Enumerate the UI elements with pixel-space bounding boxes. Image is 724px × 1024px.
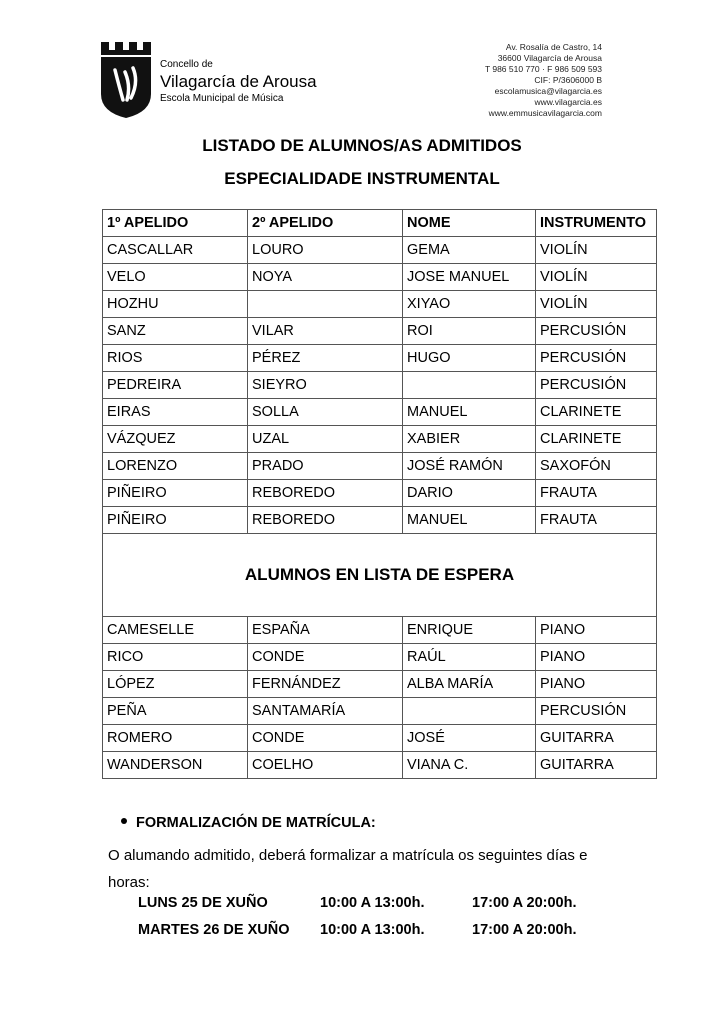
cell-name: JOSE MANUEL — [403, 264, 536, 291]
cell-second-surname: FERNÁNDEZ — [248, 671, 403, 698]
header-second-surname: 2º APELIDO — [248, 210, 403, 237]
address-block — [485, 42, 602, 119]
cell-second-surname: REBOREDO — [248, 480, 403, 507]
schedule-afternoon: 17:00 A 20:00h. — [472, 895, 577, 911]
cell-second-surname: NOYA — [248, 264, 403, 291]
address-phone: T 986 510 770 · F 986 509 593 — [484, 64, 602, 74]
schedule-day: LUNS 25 DE XUÑO — [138, 895, 268, 911]
table-row — [103, 264, 657, 291]
cell-name: DARIO — [403, 480, 536, 507]
cell-second-surname: COELHO — [248, 752, 403, 779]
cell-first-surname: WANDERSON — [103, 752, 248, 779]
enrollment-text: O alumando admitido, deberá formalizar a matrícula os seguintes días e horas: — [108, 847, 588, 891]
cell-name: GEMA — [403, 237, 536, 264]
cell-instrument: PIANO — [536, 617, 657, 644]
logo-text — [160, 60, 317, 104]
cell-first-surname: LÓPEZ — [103, 671, 248, 698]
table-row — [103, 372, 657, 399]
cell-name: ENRIQUE — [403, 617, 536, 644]
cell-name: ROI — [403, 318, 536, 345]
table-row — [103, 644, 657, 671]
cell-first-surname: LORENZO — [103, 453, 248, 480]
address-email: escolamusica@vilagarcia.es — [494, 86, 602, 96]
cell-name — [403, 698, 536, 725]
cell-first-surname: CASCALLAR — [103, 237, 248, 264]
table-row — [103, 480, 657, 507]
cell-instrument: VIOLÍN — [536, 291, 657, 318]
header-first-surname: 1º APELIDO — [103, 210, 248, 237]
schedule-afternoon: 17:00 A 20:00h. — [472, 922, 577, 938]
table-row — [103, 698, 657, 725]
logo-line-concello: Concello de — [160, 59, 213, 70]
cell-first-surname: SANZ — [103, 318, 248, 345]
cell-name: VIANA C. — [403, 752, 536, 779]
cell-instrument: SAXOFÓN — [536, 453, 657, 480]
cell-instrument: GUITARRA — [536, 752, 657, 779]
address-web1: www.vilagarcia.es — [534, 97, 602, 107]
students-table — [102, 209, 657, 779]
bullet-icon — [121, 818, 127, 824]
table-row — [103, 752, 657, 779]
logo-line-vilagarcia: Vilagarcía de Arousa — [160, 72, 317, 91]
cell-instrument: FRAUTA — [536, 480, 657, 507]
table-row — [103, 453, 657, 480]
cell-first-surname: CAMESELLE — [103, 617, 248, 644]
page-title: LISTADO DE ALUMNOS/AS ADMITIDOS — [202, 136, 522, 155]
cell-second-surname: CONDE — [248, 644, 403, 671]
table-row — [103, 617, 657, 644]
schedule-morning: 10:00 A 13:00h. — [320, 895, 425, 911]
cell-first-surname: VÁZQUEZ — [103, 426, 248, 453]
cell-instrument: PERCUSIÓN — [536, 372, 657, 399]
address-city: 36600 Vilagarcía de Arousa — [497, 53, 602, 63]
cell-instrument: PIANO — [536, 644, 657, 671]
cell-second-surname: REBOREDO — [248, 507, 403, 534]
cell-second-surname: PÉREZ — [248, 345, 403, 372]
cell-instrument: PIANO — [536, 671, 657, 698]
cell-first-surname: PIÑEIRO — [103, 480, 248, 507]
cell-name: XIYAO — [403, 291, 536, 318]
cell-first-surname: VELO — [103, 264, 248, 291]
cell-instrument: VIOLÍN — [536, 237, 657, 264]
cell-second-surname: VILAR — [248, 318, 403, 345]
cell-second-surname: SANTAMARÍA — [248, 698, 403, 725]
enrollment-heading-text: FORMALIZACIÓN DE MATRÍCULA: — [136, 815, 376, 831]
waiting-list-heading-row — [103, 534, 657, 617]
address-web2: www.emmusicavilagarcia.com — [488, 108, 602, 118]
cell-first-surname: PEÑA — [103, 698, 248, 725]
cell-first-surname: ROMERO — [103, 725, 248, 752]
cell-second-surname: SIEYRO — [248, 372, 403, 399]
enrollment-heading — [121, 815, 376, 831]
table-row — [103, 237, 657, 264]
cell-first-surname: PIÑEIRO — [103, 507, 248, 534]
table-row — [103, 399, 657, 426]
cell-second-surname: ESPAÑA — [248, 617, 403, 644]
cell-first-surname: HOZHU — [103, 291, 248, 318]
cell-name: XABIER — [403, 426, 536, 453]
page-subtitle: ESPECIALIDADE INSTRUMENTAL — [224, 169, 500, 188]
schedule-day: MARTES 26 DE XUÑO — [138, 922, 290, 938]
cell-name: MANUEL — [403, 507, 536, 534]
table-row — [103, 507, 657, 534]
table-row — [103, 671, 657, 698]
cell-instrument: VIOLÍN — [536, 264, 657, 291]
cell-instrument: CLARINETE — [536, 399, 657, 426]
waiting-list-heading: ALUMNOS EN LISTA DE ESPERA — [103, 534, 657, 617]
address-street: Av. Rosalía de Castro, 14 — [505, 42, 602, 52]
cell-first-surname: RICO — [103, 644, 248, 671]
header-instrument: INSTRUMENTO — [536, 210, 657, 237]
table-row — [103, 426, 657, 453]
cell-name: ALBA MARÍA — [403, 671, 536, 698]
cell-name: MANUEL — [403, 399, 536, 426]
cell-instrument: PERCUSIÓN — [536, 318, 657, 345]
cell-name: HUGO — [403, 345, 536, 372]
cell-instrument: PERCUSIÓN — [536, 698, 657, 725]
cell-name: RAÚL — [403, 644, 536, 671]
cell-second-surname: SOLLA — [248, 399, 403, 426]
address-cif: CIF: P/3606000 B — [534, 75, 602, 85]
cell-name: JOSÉ — [403, 725, 536, 752]
cell-first-surname: RIOS — [103, 345, 248, 372]
cell-second-surname: UZAL — [248, 426, 403, 453]
cell-instrument: PERCUSIÓN — [536, 345, 657, 372]
table-row — [103, 291, 657, 318]
table-row — [103, 318, 657, 345]
cell-first-surname: EIRAS — [103, 399, 248, 426]
cell-second-surname: CONDE — [248, 725, 403, 752]
cell-instrument: FRAUTA — [536, 507, 657, 534]
cell-second-surname — [248, 291, 403, 318]
cell-name — [403, 372, 536, 399]
table-header-row — [103, 210, 657, 237]
logo-emblem — [101, 42, 151, 123]
castle-emblem-icon — [101, 42, 151, 118]
cell-name: JOSÉ RAMÓN — [403, 453, 536, 480]
cell-instrument: CLARINETE — [536, 426, 657, 453]
cell-second-surname: PRADO — [248, 453, 403, 480]
header-name: NOME — [403, 210, 536, 237]
schedule-morning: 10:00 A 13:00h. — [320, 922, 425, 938]
logo-line-escola: Escola Municipal de Música — [160, 93, 284, 104]
cell-second-surname: LOURO — [248, 237, 403, 264]
table-row — [103, 725, 657, 752]
cell-first-surname: PEDREIRA — [103, 372, 248, 399]
table-row — [103, 345, 657, 372]
cell-instrument: GUITARRA — [536, 725, 657, 752]
